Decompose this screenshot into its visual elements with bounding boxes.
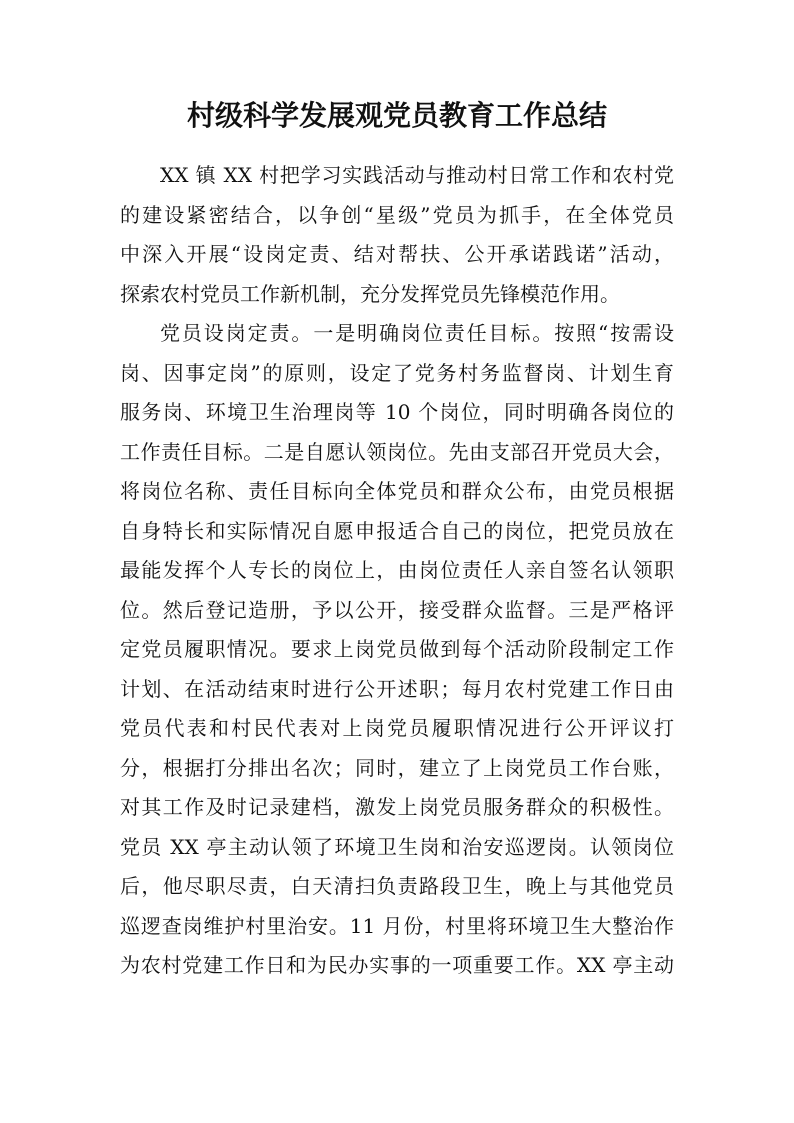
text-line: 党员 XX 亭主动认领了环境卫生岗和治安巡逻岗。认领岗位 bbox=[120, 834, 674, 859]
document-body bbox=[120, 156, 674, 986]
text-line: 最能发挥个人专长的岗位上，由岗位责任人亲自签名认领职 bbox=[120, 558, 674, 582]
text-line: 将岗位名称、责任目标向全体党员和群众公布，由党员根据 bbox=[120, 479, 674, 503]
paragraph-2 bbox=[120, 314, 674, 986]
text-line: 计划、在活动结束时进行公开述职；每月农村党建工作日由 bbox=[120, 676, 674, 701]
text-line: 探索农村党员工作新机制，充分发挥党员先锋模范作用。 bbox=[120, 281, 620, 306]
document-title: 村级科学发展观党员教育工作总结 bbox=[186, 99, 607, 132]
text-line: 分，根据打分排出名次；同时，建立了上岗党员工作台账， bbox=[120, 755, 674, 780]
text-line: 党员设岗定责。一是明确岗位责任目标。按照“按需设 bbox=[160, 321, 674, 345]
text-line: 为农村党建工作日和为民办实事的一项重要工作。XX 亭主动 bbox=[120, 953, 674, 977]
text-line: 自身特长和实际情况自愿申报适合自己的岗位，把党员放在 bbox=[120, 518, 674, 543]
text-line: 定党员履职情况。要求上岗党员做到每个活动阶段制定工作 bbox=[120, 637, 674, 661]
text-line: 对其工作及时记录建档，激发上岗党员服务群众的积极性。 bbox=[120, 795, 674, 819]
text-line: 服务岗、环境卫生治理岗等 10 个岗位，同时明确各岗位的 bbox=[120, 400, 674, 424]
text-line: 党员代表和村民代表对上岗党员履职情况进行公开评议打 bbox=[120, 716, 674, 740]
text-line: 位。然后登记造册，予以公开，接受群众监督。三是严格评 bbox=[120, 597, 674, 622]
paragraph-1 bbox=[120, 156, 674, 314]
text-line: XX 镇 XX 村把学习实践活动与推动村日常工作和农村党 bbox=[160, 163, 674, 187]
text-line: 工作责任目标。二是自愿认领岗位。先由支部召开党员大会， bbox=[120, 439, 674, 464]
text-line: 巡逻查岗维护村里治安。11 月份，村里将环境卫生大整治作 bbox=[120, 913, 674, 938]
text-line: 的建设紧密结合，以争创“星级”党员为抓手，在全体党员 bbox=[120, 202, 674, 227]
text-line: 中深入开展“设岗定责、结对帮扶、公开承诺践诺”活动， bbox=[120, 242, 674, 266]
text-line: 岗、因事定岗”的原则，设定了党务村务监督岗、计划生育 bbox=[120, 360, 674, 385]
text-line: 后，他尽职尽责，白天清扫负责路段卫生，晚上与其他党员 bbox=[120, 874, 674, 898]
